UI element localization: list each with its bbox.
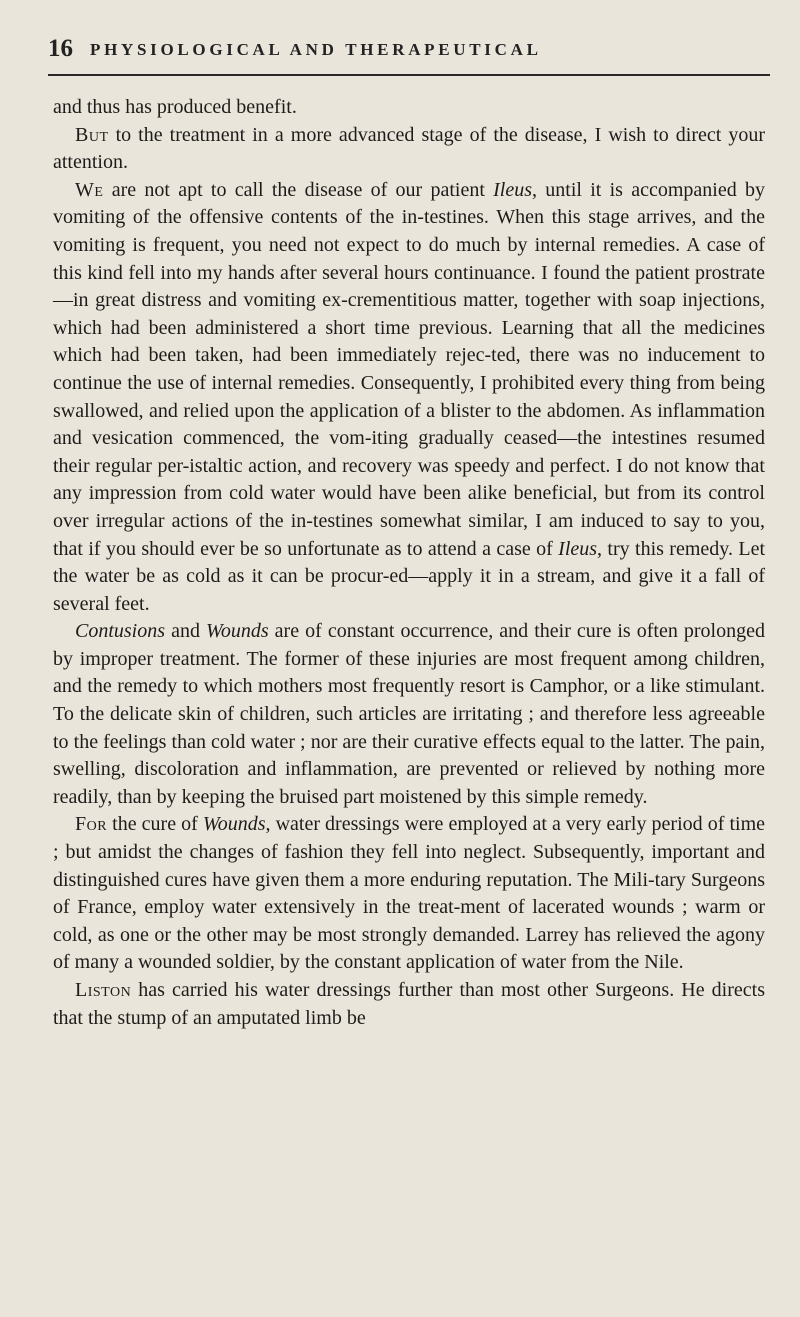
page-number: 16 — [48, 35, 73, 62]
body-text — [53, 94, 765, 1032]
paragraph-1: and thus has produced benefit. — [53, 96, 297, 118]
header-rule — [48, 74, 770, 76]
paragraph-lead: For — [75, 813, 108, 836]
paragraph-5: For the cure of Wounds, water dressings were employed at a very early period of time ; but amidst the changes of fashion they fell into neglect. Subsequently, important and distinguished cures have given them a more enduring reputation. The Mili-tary Surgeons of France, employ water extensively in the treat-ment of lacerated wounds ; warm or cold, as one or the other may be most strongly demanded. Larrey has relieved the agony of many a wounded soldier, by the constant application of water from the Nile. — [53, 813, 766, 974]
italic-term: Wounds — [206, 620, 269, 643]
running-head — [48, 32, 770, 66]
paragraph-6: Liston has carried his water dressings further than most other Surgeons. He directs that the stump of an amputated limb be — [53, 979, 765, 1029]
paragraph-lead: Liston — [75, 979, 132, 1001]
italic-term: Contusions — [75, 620, 166, 643]
italic-term: Wounds — [202, 813, 266, 836]
paragraph-2: But to the treatment in a more advanced stage of the disease, I wish to direct your attention. — [53, 123, 765, 174]
paragraph-lead: We — [75, 178, 104, 201]
running-title: PHYSIOLOGICAL AND THERAPEUTICAL — [90, 40, 542, 59]
paragraph-4: Contusions and Wounds are of constant occurrence, and their cure is often prolonged by improper treatment. The former of these injuries are most frequent among children, and the remedy to which mothers most frequently resort is Camphor, or a like stimulant. To the delicate skin of children, such articles are irritating ; and therefore less agreeable to the feelings than cold water ; nor are their curative effects equal to the latter. The pain, swelling, discoloration and inflammation, are prevented or relieved by nothing more readily, than by keeping the bruised part moistened by this simple remedy. — [53, 620, 765, 808]
italic-term: Ileus — [558, 537, 598, 560]
paragraph-3: We are not apt to call the disease of our patient Ileus, until it is accompanied by vomiting of the offensive contents of the in-testines. When this stage arrives, and the vomiting is frequent, you need not expect to do much by internal remedies. A case of this kind fell into my hands after several hours continuance. I found the patient prostrate—in great distress and vomiting ex-crementitious matter, together with soap injections, which had been administered a short time previous. Learning that all the medicines which had been taken, had been immediately rejec-ted, there was no inducement to continue the use of internal remedies. Consequently, I prohibited every thing from being swallowed, and relied upon the application of a blister to the abdomen. As inflammation and vesication commenced, the vom-iting gradually ceased—the intestines resumed their regular per-istaltic action, and recovery was speedy and perfect. I do not know that any impression from cold water would have been alike beneficial, but from its control over irregular actions of the in-testines somewhat similar, I am induced to say to you, that if you should ever be so unfortunate as to attend a case of Ileus, try this remedy. Let the water be as cold as it can be procur-ed—apply it in a stream, and give it a fall of several feet. — [53, 178, 765, 615]
paragraph-lead: But — [75, 123, 109, 146]
italic-term: Ileus — [493, 178, 533, 201]
